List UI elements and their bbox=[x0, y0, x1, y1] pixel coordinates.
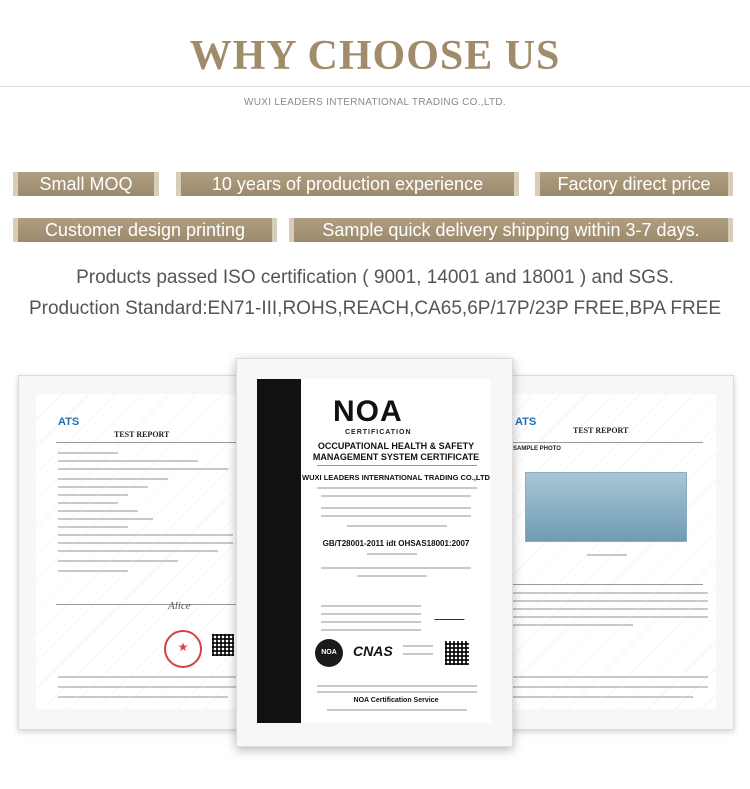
tag-factory-price: Factory direct price bbox=[535, 172, 733, 196]
qr-code bbox=[212, 634, 234, 656]
report-line bbox=[513, 686, 708, 688]
right-certificate-frame bbox=[506, 375, 734, 730]
report-line bbox=[58, 534, 233, 536]
sample-photo bbox=[525, 472, 687, 542]
cert-line bbox=[321, 507, 471, 509]
cert-line bbox=[403, 653, 433, 655]
cert-line bbox=[321, 629, 421, 631]
report-rule bbox=[513, 442, 703, 443]
report-line bbox=[58, 486, 148, 488]
report-line bbox=[58, 518, 153, 520]
cert-line bbox=[317, 691, 477, 693]
report-line bbox=[58, 560, 178, 562]
cert-line bbox=[347, 525, 447, 527]
report-line bbox=[513, 600, 708, 602]
cert-line bbox=[367, 553, 417, 555]
noa-logo: NOA bbox=[333, 395, 403, 428]
cert-line bbox=[321, 621, 421, 623]
left-certificate-frame bbox=[18, 375, 246, 730]
report-rule bbox=[513, 584, 703, 585]
report-title: TEST REPORT bbox=[573, 426, 629, 435]
company-name: WUXI LEADERS INTERNATIONAL TRADING CO.,LTD. bbox=[243, 97, 506, 108]
cert-line bbox=[321, 613, 421, 615]
report-line bbox=[58, 686, 238, 688]
red-stamp: ★ bbox=[164, 630, 202, 668]
certificate-heading-2: MANAGEMENT SYSTEM CERTIFICATE bbox=[312, 452, 480, 462]
certificate-standard: GB/T28001-2011 idt OHSAS18001:2007 bbox=[322, 539, 470, 548]
cert-line bbox=[321, 605, 421, 607]
cert-line bbox=[327, 709, 467, 711]
ats-logo: ATS bbox=[58, 416, 80, 428]
report-line bbox=[58, 452, 118, 454]
tag-small-moq: Small MOQ bbox=[13, 172, 159, 196]
black-band bbox=[257, 379, 301, 723]
report-line bbox=[58, 468, 228, 470]
report-line bbox=[58, 570, 128, 572]
title-divider bbox=[0, 86, 750, 87]
report-line bbox=[58, 494, 128, 496]
report-rule bbox=[56, 442, 236, 443]
tag-sample-delivery: Sample quick delivery shipping within 3-7 days. bbox=[289, 218, 733, 242]
cert-line bbox=[317, 465, 477, 466]
qr-code bbox=[445, 641, 469, 665]
right-certificate-paper bbox=[507, 394, 716, 709]
report-line bbox=[58, 696, 228, 698]
cert-line bbox=[321, 567, 471, 569]
cnas-logo: CNAS bbox=[353, 643, 393, 659]
certification-text: Products passed ISO certification ( 9001, 14001 and 18001 ) and SGS. bbox=[76, 267, 674, 288]
report-line bbox=[58, 460, 198, 462]
report-line bbox=[58, 542, 233, 544]
cert-line bbox=[403, 645, 433, 647]
noa-logo-sub: CERTIFICATION bbox=[345, 429, 412, 436]
cert-line bbox=[317, 685, 477, 687]
noa-certificate-paper bbox=[257, 379, 491, 723]
certificate-heading-1: OCCUPATIONAL HEALTH & SAFETY bbox=[317, 441, 475, 451]
report-line bbox=[513, 616, 708, 618]
ats-logo: ATS bbox=[515, 416, 537, 428]
report-line bbox=[58, 510, 138, 512]
page-title: WHY CHOOSE US bbox=[189, 33, 561, 79]
report-line bbox=[513, 624, 633, 626]
certificate-footer: NOA Certification Service bbox=[353, 697, 439, 704]
cert-line bbox=[321, 515, 471, 517]
cert-line bbox=[317, 487, 477, 489]
report-line bbox=[513, 608, 708, 610]
left-certificate-paper bbox=[36, 394, 245, 709]
report-line bbox=[513, 676, 708, 678]
cert-line bbox=[357, 575, 427, 577]
report-line bbox=[58, 502, 118, 504]
report-title: TEST REPORT bbox=[114, 430, 170, 439]
report-line bbox=[587, 554, 627, 556]
cert-line bbox=[321, 495, 471, 497]
report-line bbox=[513, 696, 693, 698]
signature-alice: Alice bbox=[168, 600, 191, 612]
report-rule bbox=[56, 604, 236, 605]
report-line bbox=[58, 526, 128, 528]
tag-production-experience: 10 years of production experience bbox=[176, 172, 519, 196]
signature-mark bbox=[434, 605, 469, 620]
certificate-company: WUXI LEADERS INTERNATIONAL TRADING CO.,LTD bbox=[302, 473, 490, 482]
report-line bbox=[58, 478, 168, 480]
report-line bbox=[58, 676, 238, 678]
tag-design-printing: Customer design printing bbox=[13, 218, 277, 242]
production-standard-text: Production Standard:EN71-III,ROHS,REACH,CA65,6P/17P/23P FREE,BPA FREE bbox=[28, 298, 722, 319]
center-certificate-frame bbox=[236, 358, 513, 747]
report-line bbox=[58, 550, 218, 552]
sample-photo-label: SAMPLE PHOTO bbox=[513, 446, 561, 452]
report-line bbox=[513, 592, 708, 594]
noa-badge: NOA bbox=[315, 639, 343, 667]
